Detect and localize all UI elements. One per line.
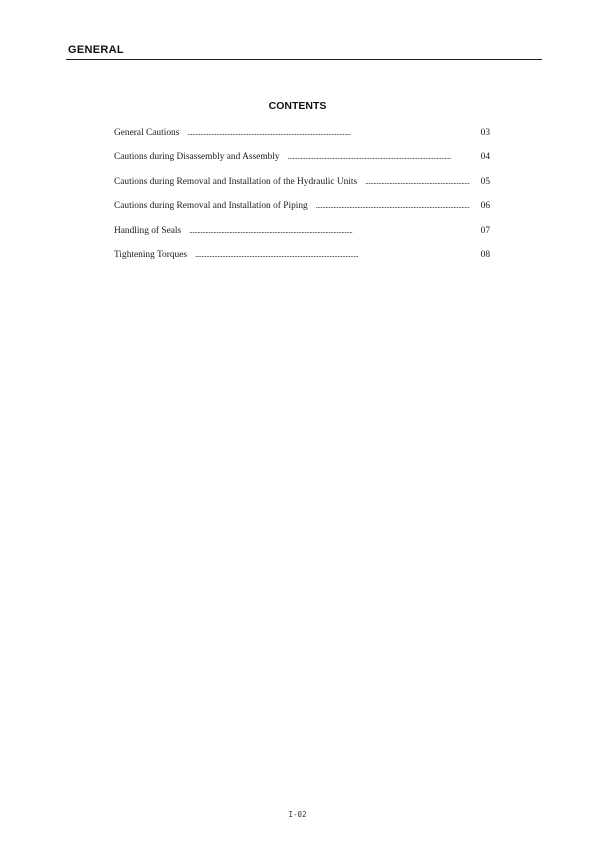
toc-entry-hydraulic-units[interactable] — [114, 176, 490, 200]
dot-leader — [187, 127, 470, 139]
toc-entry-title: Tightening Torques — [114, 249, 188, 260]
toc-entry-title: Handling of Seals — [114, 225, 182, 236]
toc-entry-title: Cautions during Removal and Installation of the Hydraulic Units — [114, 176, 358, 187]
toc-entry-page: 07 — [480, 225, 490, 236]
toc-entry-title: General Cautions — [114, 128, 180, 138]
dot-leader — [195, 249, 470, 261]
dot-leader — [288, 151, 470, 163]
toc-entry-page: 08 — [480, 249, 490, 260]
toc-entry-page: 06 — [480, 201, 490, 212]
header-rule — [66, 59, 542, 60]
section-header: GENERAL — [68, 44, 124, 56]
toc-entry-page: 04 — [480, 152, 490, 163]
page-number: I-02 — [288, 810, 307, 819]
toc-entry-page: 05 — [480, 176, 490, 187]
toc-entry-handling-of-seals[interactable] — [114, 225, 490, 249]
dot-leader — [189, 225, 470, 237]
toc-entry-page: 03 — [480, 128, 490, 138]
dot-leader — [365, 176, 470, 188]
toc-entry-piping[interactable] — [114, 200, 490, 224]
contents-title: CONTENTS — [268, 100, 327, 112]
toc-entry-title: Cautions during Disassembly and Assembly — [114, 152, 280, 163]
table-of-contents — [114, 127, 490, 273]
dot-leader — [316, 200, 470, 212]
toc-entry-title: Cautions during Removal and Installation of Piping — [114, 201, 308, 212]
toc-entry-tightening-torques[interactable] — [114, 249, 490, 273]
toc-entry-disassembly-assembly[interactable] — [114, 151, 490, 175]
toc-entry-general-cautions[interactable] — [114, 127, 490, 151]
